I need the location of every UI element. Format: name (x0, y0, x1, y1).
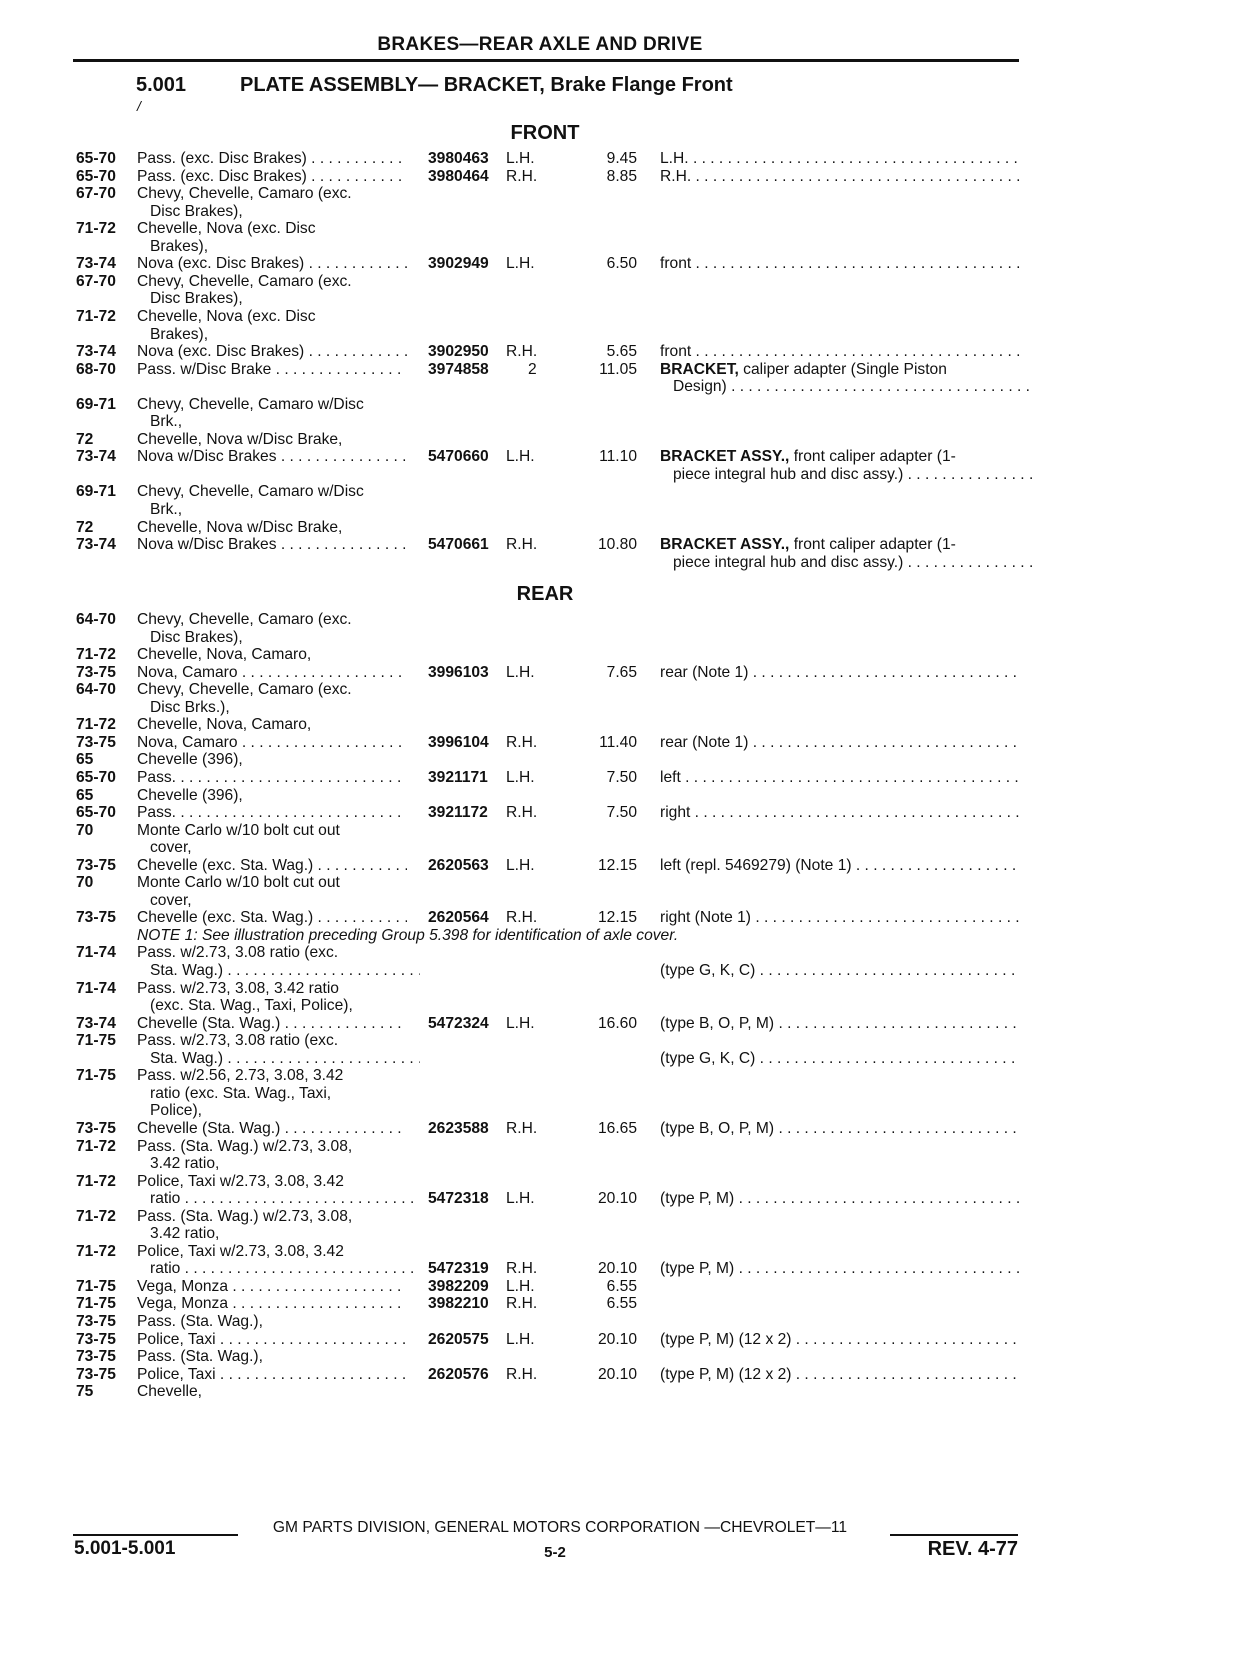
list-price: 7.50 (606, 768, 637, 786)
item-description-continued: piece integral hub and disc assy.) . . . (673, 466, 1033, 485)
application-description: 3.42 ratio, (150, 1225, 220, 1243)
application-description: ratio (exc. Sta. Wag., Taxi, (150, 1084, 332, 1102)
model-years: 71-74 (76, 979, 116, 997)
model-years: 73-75 (76, 909, 116, 927)
model-years: 71-75 (76, 1295, 116, 1313)
model-years: 73-75 (76, 1330, 116, 1348)
footer-page-number: 5-2 (544, 1544, 566, 1561)
side-designation: L.H. (506, 1330, 535, 1348)
application-description: Brakes), (150, 325, 209, 343)
application-description: Pass. (exc. Disc Brakes) . . . (137, 150, 407, 169)
application-description: Police, Taxi w/2.73, 3.08, 3.42 (137, 1172, 344, 1190)
model-years: 69-71 (76, 483, 116, 501)
side-designation: R.H. (506, 804, 538, 822)
application-description: 3.42 ratio, (150, 1155, 220, 1173)
side-designation: R.H. (506, 167, 538, 185)
side-designation: L.H. (506, 663, 535, 681)
application-description: Vega, Monza . . . (137, 1295, 407, 1314)
list-price: 6.55 (606, 1277, 637, 1295)
part-number: 3921172 (428, 804, 488, 822)
part-number: 3980463 (428, 150, 489, 167)
note-text: NOTE 1: See illustration preceding Group 5.398 for identification of axle cover. (137, 926, 679, 944)
application-description: cover, (150, 839, 192, 857)
list-price: 6.50 (606, 255, 637, 273)
list-price: 20.10 (597, 1330, 637, 1348)
side-designation: R.H. (506, 1260, 538, 1278)
model-years: 71-72 (76, 1242, 116, 1260)
list-price: 12.15 (597, 856, 637, 874)
item-description (660, 734, 1020, 753)
footer-section-range: 5.001-5.001 (74, 1538, 176, 1559)
application-description: Nova, Camaro . . . (137, 664, 407, 683)
quantity: 2 (528, 360, 537, 378)
application-description: Chevy, Chevelle, Camaro w/Disc (137, 395, 364, 413)
application-description: Monte Carlo w/10 bolt cut out (137, 874, 340, 892)
application-description: (exc. Sta. Wag., Taxi, Police), (150, 997, 353, 1015)
footer-revision: REV. 4-77 (927, 1538, 1018, 1560)
model-years: 73-74 (76, 448, 116, 466)
model-years: 71-72 (76, 716, 116, 734)
list-price: 20.10 (597, 1365, 637, 1383)
item-description (660, 962, 1020, 981)
item-detail: right (660, 804, 691, 822)
item-description (660, 343, 1020, 362)
stray-mark: / (137, 98, 141, 114)
item-description (660, 168, 1020, 187)
model-years: 73-74 (76, 343, 116, 361)
part-number: 2620575 (428, 1330, 489, 1348)
item-detail: rear (Note 1) (660, 733, 749, 751)
model-years: 65-70 (76, 768, 116, 786)
item-description-continued: Design) . . . (673, 378, 1033, 397)
group-heading-rear: REAR (516, 583, 574, 605)
part-number: 2620564 (428, 909, 489, 927)
application-description: Nova, Camaro . . . (137, 734, 407, 753)
model-years: 73-74 (76, 1014, 116, 1032)
list-price: 7.50 (606, 804, 637, 822)
application-description: Nova w/Disc Brakes . . . (137, 536, 407, 555)
model-years: 71-72 (76, 1172, 116, 1190)
application-description: Monte Carlo w/10 bolt cut out (137, 821, 340, 839)
application-description: Pass. (Sta. Wag.) w/2.73, 3.08, (137, 1137, 353, 1155)
item-description (660, 150, 1020, 169)
model-years: 73-75 (76, 1313, 116, 1330)
model-years: 70 (76, 821, 94, 839)
application-description: Chevy, Chevelle, Camaro (exc. (137, 681, 352, 699)
application-description: Chevelle, Nova (exc. Disc (137, 307, 316, 325)
application-description: Chevelle (Sta. Wag.) . . . (137, 1120, 407, 1139)
application-description: Police), (150, 1102, 202, 1120)
part-number: 5470660 (428, 448, 489, 466)
part-number: 3921171 (428, 768, 488, 786)
item-detail: left (repl. 5469279) (Note 1) (660, 856, 852, 874)
application-description: Pass. (Sta. Wag.), (137, 1313, 263, 1330)
list-price: 6.55 (606, 1295, 637, 1313)
model-years: 69-71 (76, 395, 116, 413)
application-description: Pass. w/2.73, 3.08, 3.42 ratio (137, 979, 339, 997)
model-years: 72 (76, 518, 94, 536)
item-description (660, 536, 1020, 555)
item-detail: R.H. (660, 167, 692, 185)
application-description: Disc Brakes), (150, 290, 243, 308)
header-rule (73, 59, 1019, 62)
part-number: 2620576 (428, 1365, 489, 1383)
item-name: BRACKET, (660, 360, 739, 378)
item-description (660, 1050, 1020, 1069)
side-designation: R.H. (506, 536, 538, 554)
item-detail: (type P, M) (12 x 2) (660, 1330, 792, 1348)
application-description: Nova (exc. Disc Brakes) . . . (137, 255, 407, 274)
item-description (660, 664, 1020, 683)
part-number: 5472319 (428, 1260, 489, 1278)
model-years: 72 (76, 430, 94, 448)
item-description (660, 909, 1020, 928)
list-price: 11.10 (599, 448, 637, 466)
application-description: cover, (150, 891, 192, 909)
list-price: 20.10 (597, 1190, 637, 1208)
application-description: Sta. Wag.) . . . (150, 1050, 420, 1069)
list-price: 16.65 (597, 1119, 637, 1137)
application-description: Pass. w/2.73, 3.08 ratio (exc. (137, 944, 339, 962)
application-description: Pass. (exc. Disc Brakes) . . . (137, 168, 407, 187)
side-designation: L.H. (506, 768, 535, 786)
footer-publisher: GM PARTS DIVISION, GENERAL MOTORS CORPORATION —CHEVROLET—11 (272, 1519, 848, 1536)
item-description (660, 804, 1020, 823)
item-detail: (type B, O, P, M) (660, 1119, 775, 1137)
item-name: BRACKET ASSY., (660, 448, 790, 466)
part-number: 3996103 (428, 663, 489, 681)
application-description: Chevy, Chevelle, Camaro (exc. (137, 185, 352, 203)
item-detail: caliper adapter (Single Piston (738, 360, 947, 378)
side-designation: L.H. (506, 150, 535, 167)
model-years: 67-70 (76, 272, 116, 290)
model-years: 64-70 (76, 681, 116, 699)
item-description-continued: piece integral hub and disc assy.) . . . (673, 554, 1033, 573)
item-detail: left (660, 768, 681, 786)
section-number: 5.001 (136, 74, 187, 96)
page-header-title: BRAKES—REAR AXLE AND DRIVE (377, 34, 703, 55)
application-description: Pass. w/2.73, 3.08 ratio (exc. (137, 1032, 339, 1050)
item-description (660, 1015, 1020, 1034)
item-detail: (type P, M) (12 x 2) (660, 1365, 792, 1383)
list-price: 11.40 (599, 733, 637, 751)
list-price: 12.15 (597, 909, 637, 927)
side-designation: R.H. (506, 343, 538, 361)
group-heading-front: FRONT (510, 122, 580, 144)
application-description: Pass. (Sta. Wag.), (137, 1348, 263, 1366)
model-years: 73-75 (76, 856, 116, 874)
item-description (660, 1366, 1020, 1385)
item-detail: (type B, O, P, M) (660, 1014, 775, 1032)
application-description: Chevelle, (137, 1383, 203, 1401)
application-description: Pass. . . . (137, 769, 407, 788)
part-number: 2623588 (428, 1119, 489, 1137)
side-designation: L.H. (506, 1190, 535, 1208)
model-years: 71-75 (76, 1032, 116, 1050)
model-years: 65 (76, 751, 94, 769)
part-number: 5472318 (428, 1190, 489, 1208)
model-years: 71-72 (76, 307, 116, 325)
model-years: 73-75 (76, 1119, 116, 1137)
application-description: Pass. w/Disc Brake . . . (137, 361, 407, 380)
list-price: 8.85 (606, 167, 637, 185)
list-price: 20.10 (597, 1260, 637, 1278)
model-years: 73-75 (76, 1348, 116, 1366)
model-years: 70 (76, 874, 94, 892)
application-description: Sta. Wag.) . . . (150, 962, 420, 981)
item-description (660, 361, 1020, 380)
application-description: Nova (exc. Disc Brakes) . . . (137, 343, 407, 362)
part-number: 3982209 (428, 1277, 489, 1295)
application-description: Brk., (150, 501, 183, 518)
item-detail: front caliper adapter (1- (789, 448, 956, 466)
model-years: 75 (76, 1383, 94, 1401)
application-description: ratio . . . (150, 1260, 420, 1279)
list-price: 5.65 (606, 343, 637, 361)
part-number: 3980464 (428, 167, 489, 185)
model-years: 73-75 (76, 733, 116, 751)
model-years: 73-74 (76, 255, 116, 273)
section-title: PLATE ASSEMBLY— BRACKET, Brake Flange Front (240, 74, 733, 96)
item-description (660, 448, 1020, 467)
list-price: 9.45 (606, 150, 637, 167)
application-description: Nova w/Disc Brakes . . . (137, 448, 407, 467)
item-description (660, 1190, 1020, 1209)
application-description: Chevelle (exc. Sta. Wag.) . . . (137, 909, 407, 928)
model-years: 71-72 (76, 1207, 116, 1225)
list-price: 16.60 (597, 1014, 637, 1032)
list-price: 11.05 (599, 360, 637, 378)
application-description: Chevelle, Nova, Camaro, (137, 646, 312, 664)
model-years: 65 (76, 786, 94, 804)
model-years: 65-70 (76, 167, 116, 185)
item-detail: right (Note 1) (660, 909, 751, 927)
part-number: 5470661 (428, 536, 489, 554)
application-description: Chevelle (396), (137, 786, 243, 804)
application-description: Chevelle (396), (137, 751, 243, 769)
model-years: 71-75 (76, 1277, 116, 1295)
application-description: Police, Taxi . . . (137, 1366, 407, 1385)
part-number: 5472324 (428, 1014, 489, 1032)
application-description: Brk., (150, 413, 183, 431)
part-number: 3974858 (428, 360, 489, 378)
side-designation: R.H. (506, 1119, 538, 1137)
model-years: 71-72 (76, 220, 116, 238)
side-designation: L.H. (506, 255, 535, 273)
footer-rule-right (890, 1534, 1018, 1536)
side-designation: R.H. (506, 1295, 538, 1313)
model-years: 73-75 (76, 663, 116, 681)
application-description: Pass. (Sta. Wag.) w/2.73, 3.08, (137, 1207, 353, 1225)
item-name: BRACKET ASSY., (660, 536, 790, 554)
item-detail: L.H. (660, 150, 689, 167)
application-description: Disc Brakes), (150, 628, 243, 646)
application-description: Chevelle, Nova (exc. Disc (137, 220, 316, 238)
footer-rule-left (73, 1534, 238, 1536)
side-designation: L.H. (506, 1277, 535, 1295)
application-description: Chevy, Chevelle, Camaro (exc. (137, 272, 352, 290)
model-years: 71-72 (76, 646, 116, 664)
part-number: 3982210 (428, 1295, 489, 1313)
item-detail: (type P, M) (660, 1190, 735, 1208)
item-detail: front caliper adapter (1- (789, 536, 956, 554)
model-years: 71-72 (76, 1137, 116, 1155)
list-price: 7.65 (606, 663, 637, 681)
item-description (660, 255, 1020, 274)
application-description: Chevy, Chevelle, Camaro w/Disc (137, 483, 364, 501)
application-description: Chevelle, Nova w/Disc Brake, (137, 518, 343, 536)
model-years: 73-74 (76, 536, 116, 554)
model-years: 65-70 (76, 804, 116, 822)
part-number: 3902949 (428, 255, 489, 273)
side-designation: L.H. (506, 1014, 535, 1032)
side-designation: R.H. (506, 733, 538, 751)
application-description: Chevelle (Sta. Wag.) . . . (137, 1015, 407, 1034)
side-designation: L.H. (506, 448, 535, 466)
application-description: Chevelle, Nova w/Disc Brake, (137, 430, 343, 448)
part-number: 3996104 (428, 733, 489, 751)
item-detail: (type P, M) (660, 1260, 735, 1278)
application-description: Chevy, Chevelle, Camaro (exc. (137, 611, 352, 628)
item-description (660, 1260, 1020, 1279)
application-description: Disc Brakes), (150, 202, 243, 220)
application-description: Brakes), (150, 237, 209, 255)
side-designation: R.H. (506, 1365, 538, 1383)
item-detail: rear (Note 1) (660, 663, 749, 681)
model-years: 68-70 (76, 360, 116, 378)
application-description: Chevelle, Nova, Camaro, (137, 716, 312, 734)
side-designation: R.H. (506, 909, 538, 927)
item-detail: front (660, 255, 692, 273)
application-description: ratio . . . (150, 1190, 420, 1209)
model-years: 71-75 (76, 1067, 116, 1085)
application-description: Pass. . . . (137, 804, 407, 823)
item-description (660, 1331, 1020, 1350)
application-description: Police, Taxi . . . (137, 1331, 407, 1350)
application-description: Police, Taxi w/2.73, 3.08, 3.42 (137, 1242, 344, 1260)
application-description: Disc Brks.), (150, 698, 230, 716)
item-detail: front (660, 343, 692, 361)
application-description: Chevelle (exc. Sta. Wag.) . . . (137, 857, 407, 876)
part-number: 3902950 (428, 343, 489, 361)
model-years: 73-75 (76, 1365, 116, 1383)
item-description (660, 857, 1020, 876)
item-detail: (type G, K, C) (660, 1049, 756, 1067)
side-designation: L.H. (506, 856, 535, 874)
part-number: 2620563 (428, 856, 489, 874)
model-years: 71-74 (76, 944, 116, 962)
application-description: Vega, Monza . . . (137, 1278, 407, 1297)
model-years: 65-70 (76, 150, 116, 167)
model-years: 67-70 (76, 185, 116, 203)
list-price: 10.80 (597, 536, 637, 554)
item-description (660, 1120, 1020, 1139)
item-detail: (type G, K, C) (660, 962, 756, 979)
item-description (660, 769, 1020, 788)
model-years: 64-70 (76, 611, 116, 628)
application-description: Pass. w/2.56, 2.73, 3.08, 3.42 (137, 1067, 344, 1085)
